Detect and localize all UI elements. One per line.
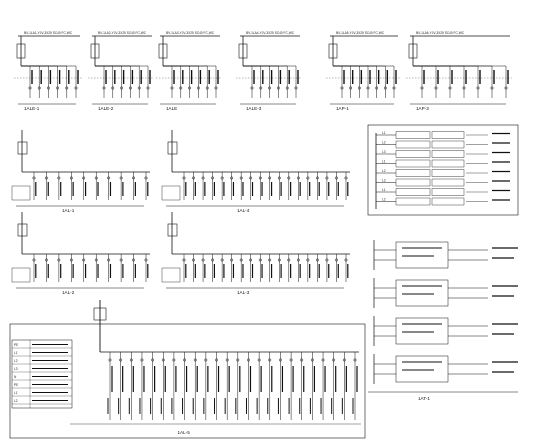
panel-caption: 1ALE-2 — [98, 106, 114, 111]
main-breaker — [18, 142, 27, 154]
phase-label: L2 — [382, 169, 386, 173]
phase-label: PE — [14, 343, 19, 347]
circuit-box — [432, 170, 464, 177]
feeder-spec: BV-1LA3-YJV-3X25 SC40 FC,WC — [166, 31, 215, 35]
panel-caption: 1AL-3 — [237, 290, 250, 295]
feeder-spec: BV-1LA4-YJV-3X25 SC40 FC,WC — [246, 31, 295, 35]
phase-label: L2 — [382, 140, 386, 145]
phase-label: L1 — [14, 351, 18, 355]
circuit-box — [396, 132, 430, 139]
panel-caption: 1ALE — [166, 106, 178, 111]
phase-label: PE — [14, 383, 19, 387]
switch-block — [396, 242, 448, 268]
switch-block — [396, 356, 448, 382]
feeder-spec: BV-1LA6-YJV-3X25 SC40 FC,WC — [416, 31, 465, 35]
main-breaker — [168, 224, 177, 236]
circuit-box — [396, 179, 430, 186]
phase-label: L3 — [382, 150, 386, 154]
panel-spec-box — [162, 268, 180, 282]
phase-label: L1 — [382, 188, 386, 192]
info-table — [12, 340, 72, 408]
phase-label: L1 — [382, 131, 386, 135]
panel-caption: 1AT-1 — [418, 396, 430, 401]
switch-block — [396, 318, 448, 344]
circuit-box — [432, 160, 464, 167]
panel-caption: 1AP-3 — [416, 106, 429, 111]
phase-label: L2 — [382, 197, 386, 202]
main-panel-frame — [10, 324, 365, 438]
circuit-box — [432, 151, 464, 158]
circuit-box — [432, 179, 464, 186]
circuit-box — [432, 198, 464, 205]
panel-spec-box — [12, 268, 30, 282]
circuit-box — [396, 189, 430, 196]
main-breaker — [168, 142, 177, 154]
phase-label: L1 — [14, 391, 18, 395]
feeder-spec: BV-1LA2-YJV-3X25 SC40 FC,WC — [98, 31, 147, 35]
main-breaker — [18, 224, 27, 236]
panel-caption: 1ALE-1 — [24, 106, 40, 111]
circuit-box — [396, 160, 430, 167]
circuit-box — [396, 141, 430, 148]
phase-label: L2 — [14, 399, 18, 403]
switch-block — [396, 280, 448, 306]
phase-label: L3 — [382, 178, 386, 183]
circuit-box — [432, 189, 464, 196]
panel-caption: 1ALE-3 — [246, 106, 262, 111]
panel-caption: 1AL-5 — [177, 430, 190, 435]
panel-caption: 1AP-1 — [336, 106, 349, 111]
circuit-box — [396, 198, 430, 205]
feeder-spec: BV-1LA5-YJV-3X25 SC40 FC,WC — [336, 31, 385, 35]
panel-caption: 1AL-2 — [62, 290, 75, 295]
panel-spec-box — [162, 186, 180, 200]
phase-label: L2 — [14, 359, 18, 363]
circuit-box — [396, 170, 430, 177]
panel-caption: 1AL-4 — [237, 208, 250, 213]
phase-label: N — [14, 375, 17, 379]
feeder-spec: BV-1LA1-YJV-3X25 SC40 FC,WC — [24, 31, 73, 35]
phase-label: L1 — [382, 159, 386, 164]
circuit-box — [432, 132, 464, 139]
circuit-box — [432, 141, 464, 148]
phase-label: L3 — [14, 367, 18, 371]
circuit-box — [396, 151, 430, 158]
panel-caption: 1AL-1 — [62, 208, 75, 213]
panel-spec-box — [12, 186, 30, 200]
